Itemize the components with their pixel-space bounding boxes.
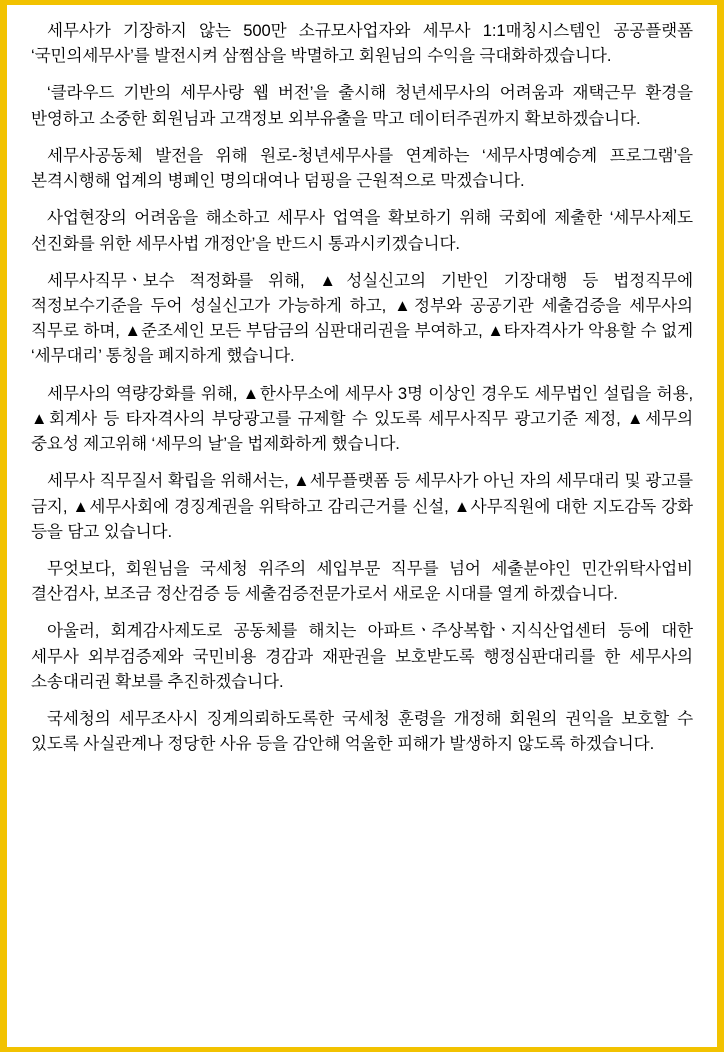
- paragraph: 세무사공동체 발전을 위해 원로-청년세무사를 연계하는 ‘세무사명예승계 프로그램’을 본격시행해 업계의 병폐인 명의대여나 덤핑을 근원적으로 막겠습니다.: [31, 145, 693, 191]
- paragraph: 국세청의 세무조사시 징계의뢰하도록한 국세청 훈령을 개정해 회원의 권익을 보호할 수 있도록 사실관계나 정당한 사유 등을 감안해 억울한 피해가 발생하지 않도록 하겠습니다.: [31, 709, 693, 754]
- paragraph: 세무사의 역량강화를 위해, ▲한사무소에 세무사 3명 이상인 경우도 세무법인 설립을 허용, ▲회계사 등 타자격사의 부당광고를 규제할 수 있도록 세무사직무 광고기준 제정, ▲세무의 중요성 제고위해 ‘세무의 날’을 법제화하게 했습니다.: [31, 383, 693, 454]
- paragraph: 무엇보다, 회원님을 국세청 위주의 세입부문 직무를 넘어 세출분야인 민간위탁사업비 결산검사, 보조금 정산검증 등 세출검증전문가로서 새로운 시대를 열게 하겠습니다.: [31, 558, 693, 604]
- paragraph: 아울러, 회계감사제도로 공동체를 해치는 아파트ㆍ주상복합ㆍ지식산업센터 등에 대한 세무사 외부검증제와 국민비용 경감과 재판권을 보호받도록 행정심판대리를 한 세무사의 소송대리권 확보를 추진하겠습니다.: [31, 621, 693, 691]
- paragraph: 세무사가 기장하지 않는 500만 소규모사업자와 세무사 1:1매칭시스템인 공공플랫폼 ‘국민의세무사’를 발전시켜 삼쩜삼을 박멸하고 회원님의 수익을 극대화하겠습니다.: [31, 21, 693, 66]
- document-body: [31, 18, 693, 1042]
- paragraph: 세무사직무ㆍ보수 적정화를 위해, ▲성실신고의 기반인 기장대행 등 법정직무에 적정보수기준을 두어 성실신고가 가능하게 하고, ▲정부와 공공기관 세출검증을 세무사의 직무로 하며, ▲준조세인 모든 부담금의 심판대리권을 부여하고, ▲타자격사가 악용할 수 없게 ‘세무대리’ 통칭을 폐지하게 했습니다.: [31, 270, 693, 366]
- paragraph: ‘클라우드 기반의 세무사랑 웹 버전’을 출시해 청년세무사의 어려움과 재택근무 환경을 반영하고 소중한 회원님과 고객정보 외부유출을 막고 데이터주권까지 확보하겠습니다.: [31, 83, 693, 128]
- paragraph: 세무사 직무질서 확립을 위해서는, ▲세무플랫폼 등 세무사가 아닌 자의 세무대리 및 광고를 금지, ▲세무사회에 경징계권을 위탁하고 감리근거를 신설, ▲사무직원에 대한 지도감독 강화 등을 담고 있습니다.: [31, 471, 693, 541]
- paragraph: 사업현장의 어려움을 해소하고 세무사 업역을 확보하기 위해 국회에 제출한 ‘세무사제도 선진화를 위한 세무사법 개정안’을 반드시 통과시키겠습니다.: [31, 208, 693, 253]
